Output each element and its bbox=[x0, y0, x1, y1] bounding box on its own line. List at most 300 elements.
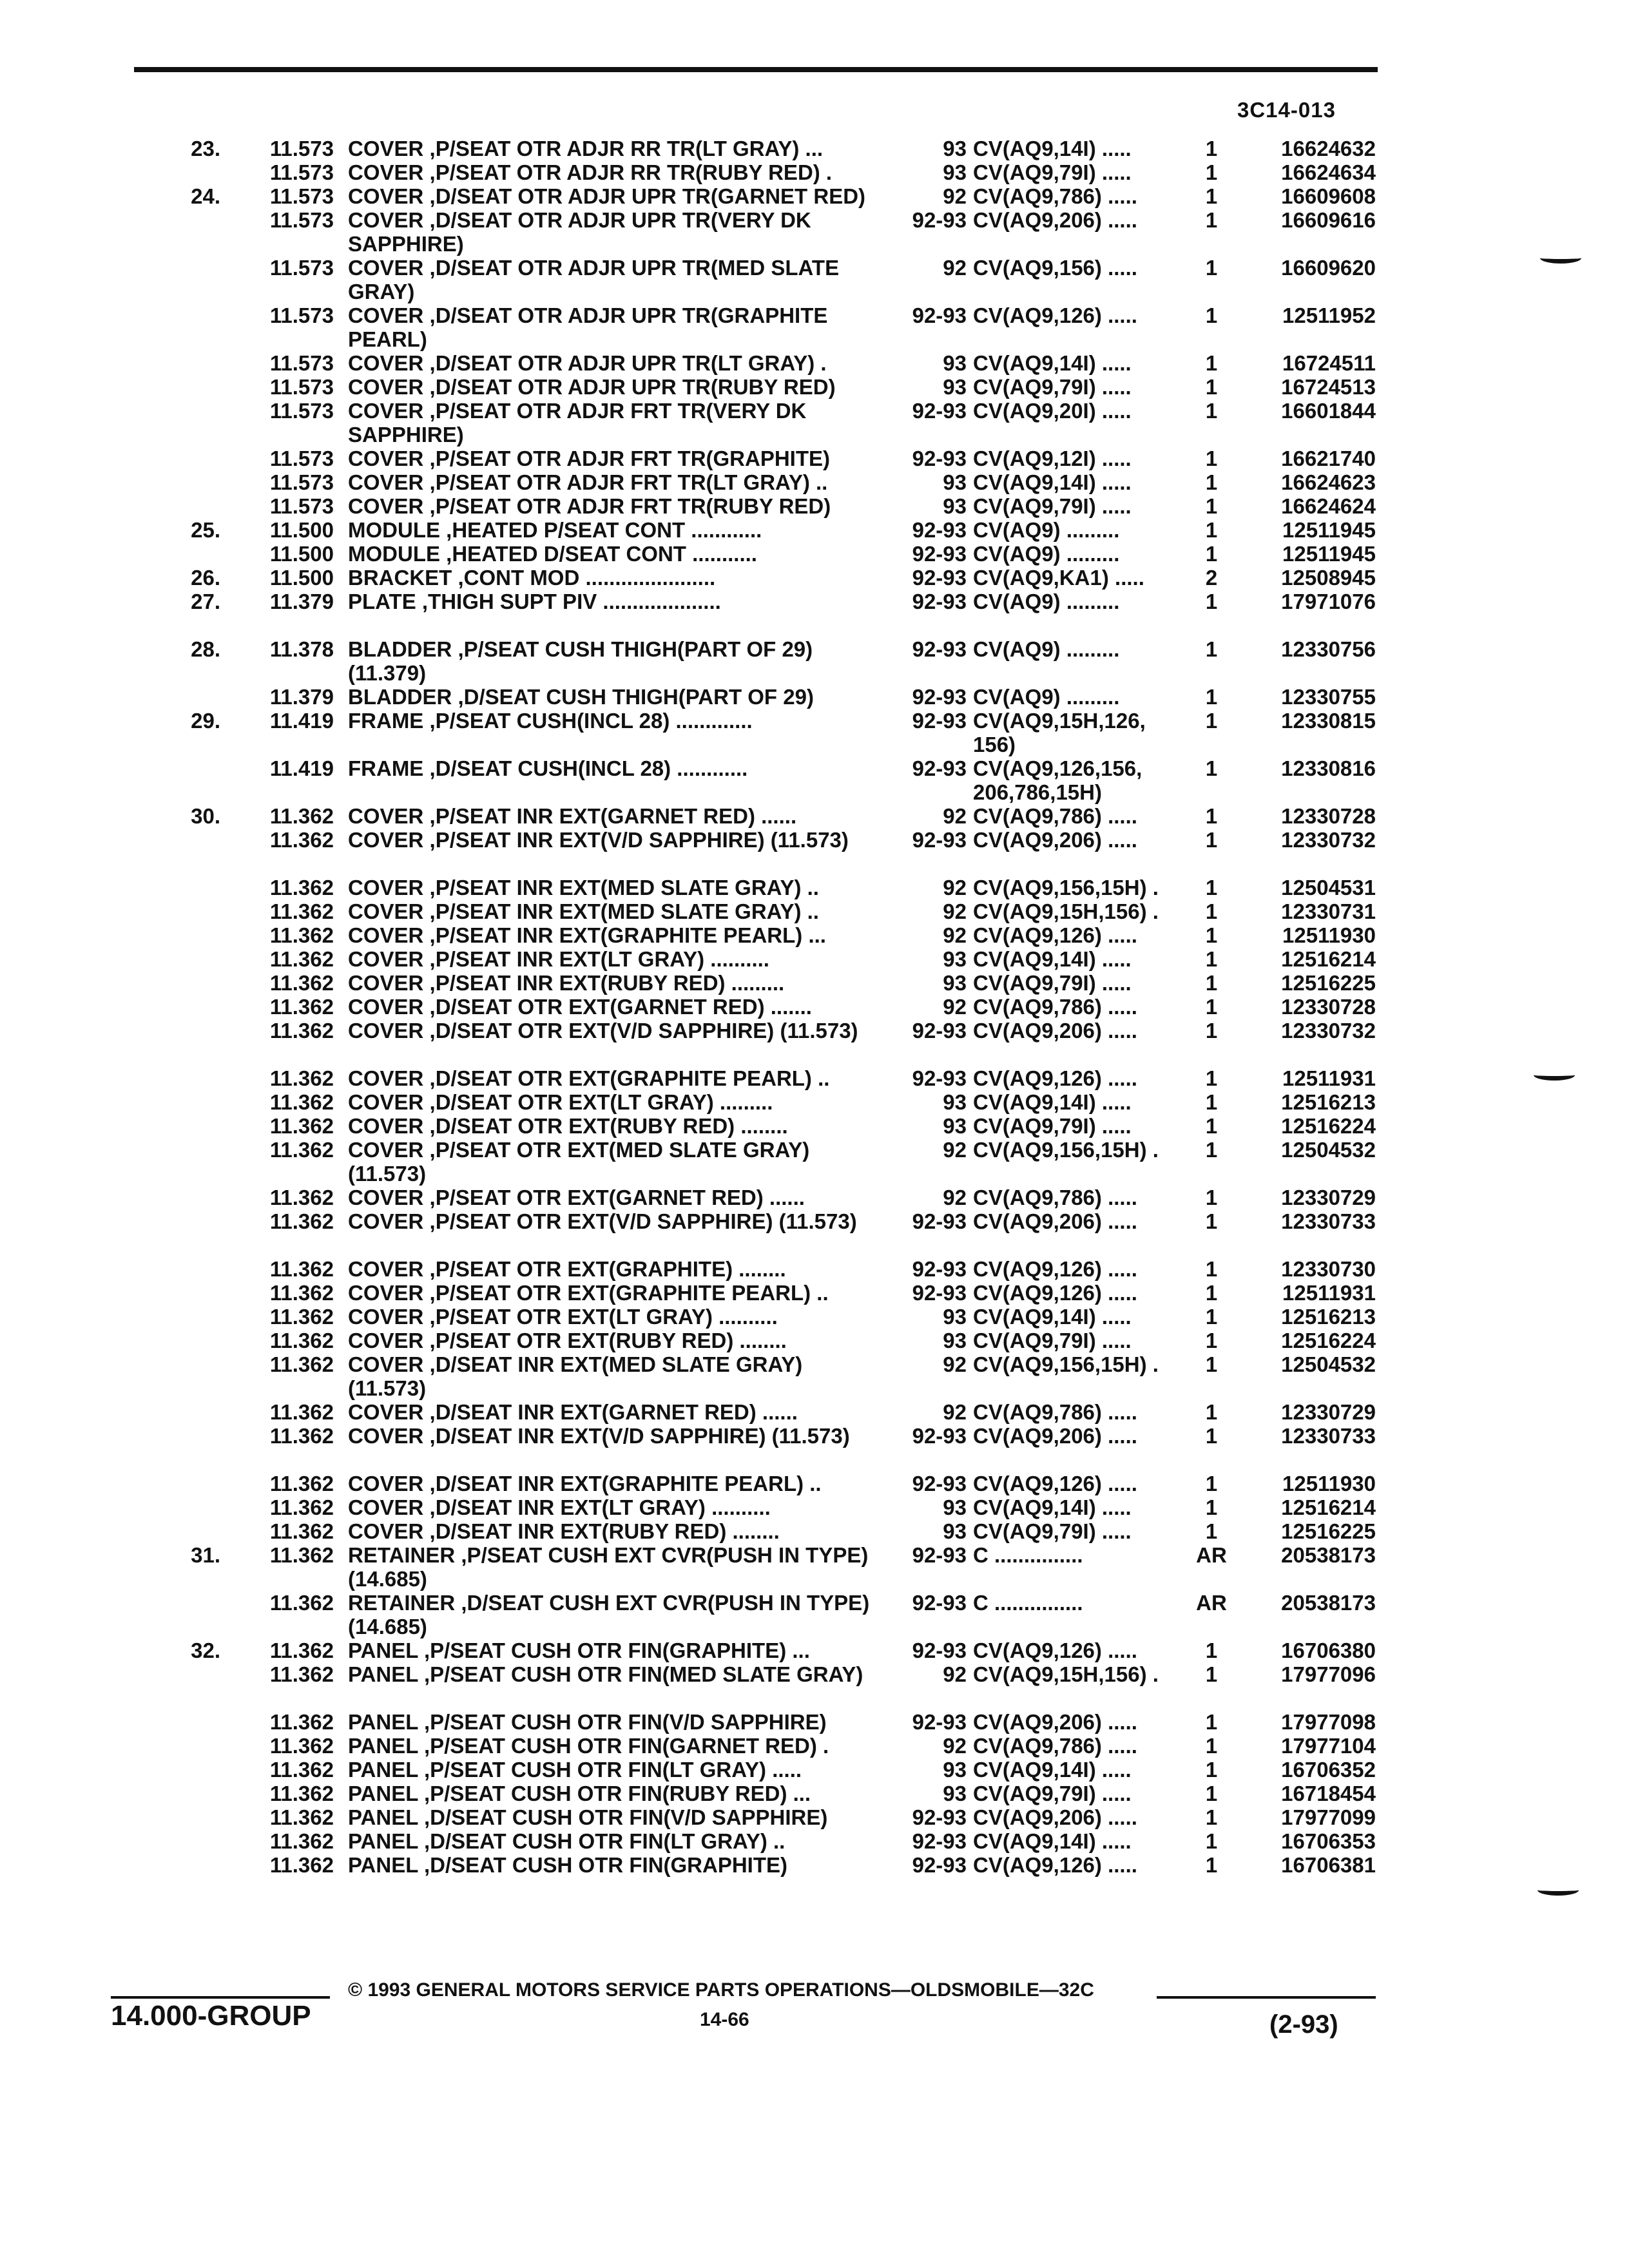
margin-mark bbox=[1537, 1885, 1579, 1896]
parts-list bbox=[0, 137, 1629, 1877]
group-number: 11.362 bbox=[269, 1257, 334, 1281]
table-row bbox=[0, 1424, 1629, 1472]
part-number: 12330815 bbox=[1281, 709, 1376, 733]
group-number: 11.362 bbox=[269, 1138, 334, 1162]
quantity: 1 bbox=[1205, 828, 1218, 852]
model-usage: CV(AQ9,206) ..... bbox=[973, 1805, 1137, 1829]
quantity: 1 bbox=[1205, 1424, 1218, 1448]
part-description: COVER ,P/SEAT INR EXT(GARNET RED) ...... bbox=[348, 804, 797, 828]
quantity: 1 bbox=[1205, 899, 1218, 923]
model-usage: CV(AQ9,156,15H) . bbox=[973, 1352, 1159, 1376]
quantity: 1 bbox=[1205, 375, 1218, 399]
model-year: 92-93 bbox=[912, 1829, 967, 1853]
quantity: 1 bbox=[1205, 542, 1218, 566]
table-row bbox=[0, 1257, 1629, 1281]
table-row bbox=[0, 1734, 1629, 1758]
part-number: 12508945 bbox=[1281, 566, 1376, 590]
table-row bbox=[0, 1329, 1629, 1352]
group-number: 11.362 bbox=[269, 1019, 334, 1043]
table-row bbox=[0, 375, 1629, 399]
model-usage: CV(AQ9,126) ..... bbox=[973, 1639, 1137, 1662]
part-description: BRACKET ,CONT MOD ...................... bbox=[348, 566, 716, 590]
quantity: 1 bbox=[1205, 208, 1218, 232]
part-number: 12511952 bbox=[1282, 303, 1376, 327]
quantity: 1 bbox=[1205, 1805, 1218, 1829]
table-row bbox=[0, 351, 1629, 375]
model-usage: CV(AQ9,206) ..... bbox=[973, 1710, 1137, 1734]
quantity: 1 bbox=[1205, 1114, 1218, 1138]
group-number: 11.362 bbox=[269, 876, 334, 899]
model-year: 92-93 bbox=[912, 709, 967, 733]
part-number: 12504531 bbox=[1281, 876, 1376, 899]
part-number: 20538173 bbox=[1281, 1543, 1376, 1567]
model-usage: CV(AQ9,126,156, 206,786,15H) bbox=[973, 756, 1142, 804]
group-number: 11.362 bbox=[269, 1734, 334, 1758]
group-number: 11.362 bbox=[269, 1829, 334, 1853]
model-usage: CV(AQ9,126) ..... bbox=[973, 1066, 1137, 1090]
quantity: 1 bbox=[1205, 1305, 1218, 1329]
model-year: 92 bbox=[943, 876, 967, 899]
quantity: 1 bbox=[1205, 447, 1218, 470]
model-year: 93 bbox=[943, 1114, 967, 1138]
model-usage: CV(AQ9,126) ..... bbox=[973, 1472, 1137, 1495]
model-usage: CV(AQ9,126) ..... bbox=[973, 1257, 1137, 1281]
model-year: 92-93 bbox=[912, 685, 967, 709]
quantity: 1 bbox=[1205, 971, 1218, 995]
group-number: 11.362 bbox=[269, 1472, 334, 1495]
part-number: 16706353 bbox=[1281, 1829, 1376, 1853]
model-year: 92 bbox=[943, 1138, 967, 1162]
part-number: 16724511 bbox=[1282, 351, 1376, 375]
quantity: 1 bbox=[1205, 1400, 1218, 1424]
part-description: PANEL ,P/SEAT CUSH OTR FIN(GARNET RED) . bbox=[348, 1734, 829, 1758]
quantity: 1 bbox=[1205, 685, 1218, 709]
model-usage: CV(AQ9,786) ..... bbox=[973, 1400, 1137, 1424]
model-usage: CV(AQ9,206) ..... bbox=[973, 1019, 1137, 1043]
table-row bbox=[0, 1472, 1629, 1495]
group-number: 11.573 bbox=[269, 256, 334, 280]
part-description: COVER ,D/SEAT INR EXT(GRAPHITE PEARL) .. bbox=[348, 1472, 822, 1495]
group-number: 11.419 bbox=[269, 756, 334, 780]
group-number: 11.573 bbox=[269, 494, 334, 518]
group-number: 11.379 bbox=[269, 685, 334, 709]
part-description: COVER ,P/SEAT OTR EXT(LT GRAY) .......... bbox=[348, 1305, 778, 1329]
model-usage: CV(AQ9,79I) ..... bbox=[973, 375, 1132, 399]
model-year: 92-93 bbox=[912, 1281, 967, 1305]
part-description: COVER ,P/SEAT OTR ADJR FRT TR(LT GRAY) .. bbox=[348, 470, 828, 494]
table-row bbox=[0, 184, 1629, 208]
quantity: 1 bbox=[1205, 709, 1218, 733]
part-number: 12330732 bbox=[1281, 1019, 1376, 1043]
quantity: 1 bbox=[1205, 1472, 1218, 1495]
quantity: 1 bbox=[1205, 1662, 1218, 1686]
part-description: COVER ,D/SEAT OTR EXT(GRAPHITE PEARL) .. bbox=[348, 1066, 830, 1090]
model-year: 93 bbox=[943, 137, 967, 160]
part-description: COVER ,P/SEAT OTR EXT(GRAPHITE PEARL) .. bbox=[348, 1281, 829, 1305]
part-number: 12504532 bbox=[1281, 1138, 1376, 1162]
part-description: COVER ,P/SEAT INR EXT(RUBY RED) ......... bbox=[348, 971, 785, 995]
part-description: RETAINER ,P/SEAT CUSH EXT CVR(PUSH IN TYPE)(14.685) bbox=[348, 1543, 869, 1591]
group-number: 11.573 bbox=[269, 375, 334, 399]
part-number: 17977099 bbox=[1281, 1805, 1376, 1829]
model-year: 93 bbox=[943, 1305, 967, 1329]
table-row bbox=[0, 137, 1629, 160]
part-description: MODULE ,HEATED D/SEAT CONT ........... bbox=[348, 542, 757, 566]
quantity: 1 bbox=[1205, 756, 1218, 780]
part-number: 16706380 bbox=[1281, 1639, 1376, 1662]
model-year: 93 bbox=[943, 971, 967, 995]
quantity: AR bbox=[1196, 1543, 1227, 1567]
model-usage: CV(AQ9,15H,156) . bbox=[973, 1662, 1159, 1686]
table-row bbox=[0, 470, 1629, 494]
model-usage: CV(AQ9,126) ..... bbox=[973, 1853, 1137, 1877]
model-usage: CV(AQ9,79I) ..... bbox=[973, 1519, 1132, 1543]
quantity: 1 bbox=[1205, 1066, 1218, 1090]
model-year: 92-93 bbox=[912, 1543, 967, 1567]
part-description: COVER ,P/SEAT OTR EXT(GRAPHITE) ........ bbox=[348, 1257, 786, 1281]
part-number: 12516213 bbox=[1281, 1090, 1376, 1114]
model-usage: CV(AQ9,156) ..... bbox=[973, 256, 1137, 280]
table-row bbox=[0, 1758, 1629, 1782]
quantity: AR bbox=[1196, 1591, 1227, 1615]
group-number: 11.573 bbox=[269, 137, 334, 160]
table-row bbox=[0, 1114, 1629, 1138]
part-description: COVER ,P/SEAT OTR ADJR FRT TR(VERY DK SAPPHIRE) bbox=[348, 399, 807, 447]
group-number: 11.362 bbox=[269, 828, 334, 852]
table-row bbox=[0, 1019, 1629, 1066]
quantity: 1 bbox=[1205, 1019, 1218, 1043]
model-year: 93 bbox=[943, 1329, 967, 1352]
part-number: 12330729 bbox=[1281, 1186, 1376, 1209]
model-usage: CV(AQ9,14I) ..... bbox=[973, 1090, 1132, 1114]
model-usage: CV(AQ9,206) ..... bbox=[973, 1424, 1137, 1448]
group-number: 11.362 bbox=[269, 1186, 334, 1209]
quantity: 1 bbox=[1205, 1352, 1218, 1376]
group-number: 11.362 bbox=[269, 1400, 334, 1424]
model-usage: CV(AQ9) ......... bbox=[973, 685, 1120, 709]
ref-number: 29. bbox=[191, 709, 220, 733]
quantity: 1 bbox=[1205, 351, 1218, 375]
quantity: 1 bbox=[1205, 1329, 1218, 1352]
part-number: 12511945 bbox=[1282, 518, 1376, 542]
model-usage: CV(AQ9,786) ..... bbox=[973, 1186, 1137, 1209]
model-usage: CV(AQ9,14I) ..... bbox=[973, 470, 1132, 494]
model-year: 93 bbox=[943, 1495, 967, 1519]
quantity: 1 bbox=[1205, 1734, 1218, 1758]
table-row bbox=[0, 756, 1629, 804]
part-number: 16601844 bbox=[1281, 399, 1376, 423]
model-usage: CV(AQ9,79I) ..... bbox=[973, 160, 1132, 184]
part-number: 12330755 bbox=[1281, 685, 1376, 709]
group-number: 11.362 bbox=[269, 1758, 334, 1782]
model-year: 92-93 bbox=[912, 637, 967, 661]
footer-rule-left bbox=[111, 1996, 330, 1999]
model-year: 92-93 bbox=[912, 1710, 967, 1734]
part-description: COVER ,D/SEAT OTR ADJR UPR TR(VERY DK SAPPHIRE) bbox=[348, 208, 811, 256]
model-usage: CV(AQ9,786) ..... bbox=[973, 995, 1137, 1019]
model-usage: CV(AQ9,786) ..... bbox=[973, 184, 1137, 208]
footer-date: (2-93) bbox=[1269, 2010, 1338, 2039]
quantity: 1 bbox=[1205, 256, 1218, 280]
model-year: 92 bbox=[943, 804, 967, 828]
part-description: COVER ,P/SEAT INR EXT(LT GRAY) .......... bbox=[348, 947, 769, 971]
part-description: COVER ,P/SEAT INR EXT(MED SLATE GRAY) .. bbox=[348, 899, 819, 923]
group-number: 11.500 bbox=[269, 518, 334, 542]
part-description: COVER ,D/SEAT OTR EXT(GARNET RED) ....... bbox=[348, 995, 812, 1019]
group-number: 11.362 bbox=[269, 1591, 334, 1615]
quantity: 1 bbox=[1205, 470, 1218, 494]
part-description: PANEL ,D/SEAT CUSH OTR FIN(LT GRAY) .. bbox=[348, 1829, 786, 1853]
page-code: 3C14-013 bbox=[1237, 98, 1336, 122]
ref-number: 26. bbox=[191, 566, 220, 590]
model-year: 92-93 bbox=[912, 1853, 967, 1877]
table-row bbox=[0, 518, 1629, 542]
model-year: 92-93 bbox=[912, 447, 967, 470]
model-usage: CV(AQ9,156,15H) . bbox=[973, 1138, 1159, 1162]
part-number: 16706381 bbox=[1281, 1853, 1376, 1877]
part-number: 12330731 bbox=[1281, 899, 1376, 923]
group-number: 11.362 bbox=[269, 947, 334, 971]
part-description: COVER ,D/SEAT INR EXT(LT GRAY) .......... bbox=[348, 1495, 771, 1519]
quantity: 1 bbox=[1205, 184, 1218, 208]
model-usage: CV(AQ9,79I) ..... bbox=[973, 1114, 1132, 1138]
model-year: 93 bbox=[943, 494, 967, 518]
part-number: 12330728 bbox=[1281, 995, 1376, 1019]
model-year: 92 bbox=[943, 923, 967, 947]
model-year: 92 bbox=[943, 1186, 967, 1209]
part-number: 12511945 bbox=[1282, 542, 1376, 566]
table-row bbox=[0, 1782, 1629, 1805]
quantity: 1 bbox=[1205, 494, 1218, 518]
group-number: 11.362 bbox=[269, 1281, 334, 1305]
part-number: 17971076 bbox=[1281, 590, 1376, 613]
part-description: COVER ,P/SEAT OTR EXT(MED SLATE GRAY) (11.573) bbox=[348, 1138, 810, 1186]
group-number: 11.362 bbox=[269, 923, 334, 947]
model-year: 92 bbox=[943, 1352, 967, 1376]
table-row bbox=[0, 995, 1629, 1019]
part-number: 12330729 bbox=[1281, 1400, 1376, 1424]
model-usage: CV(AQ9,79I) ..... bbox=[973, 1782, 1132, 1805]
part-description: BLADDER ,P/SEAT CUSH THIGH(PART OF 29) (11.379) bbox=[348, 637, 813, 685]
margin-mark bbox=[1540, 253, 1581, 264]
table-row bbox=[0, 399, 1629, 447]
table-row bbox=[0, 256, 1629, 303]
model-usage: CV(AQ9,786) ..... bbox=[973, 1734, 1137, 1758]
group-number: 11.378 bbox=[269, 637, 334, 661]
group-number: 11.362 bbox=[269, 971, 334, 995]
model-usage: CV(AQ9,14I) ..... bbox=[973, 351, 1132, 375]
table-row bbox=[0, 947, 1629, 971]
part-number: 12516214 bbox=[1281, 947, 1376, 971]
part-number: 12511930 bbox=[1282, 1472, 1376, 1495]
part-description: FRAME ,P/SEAT CUSH(INCL 28) ............. bbox=[348, 709, 753, 733]
group-number: 11.362 bbox=[269, 1662, 334, 1686]
part-description: COVER ,P/SEAT OTR ADJR FRT TR(GRAPHITE) bbox=[348, 447, 831, 470]
part-description: COVER ,P/SEAT INR EXT(V/D SAPPHIRE) (11.573) bbox=[348, 828, 849, 852]
part-description: PANEL ,D/SEAT CUSH OTR FIN(GRAPHITE) bbox=[348, 1853, 788, 1877]
part-number: 12516225 bbox=[1281, 971, 1376, 995]
part-description: COVER ,D/SEAT INR EXT(GARNET RED) ...... bbox=[348, 1400, 798, 1424]
group-number: 11.362 bbox=[269, 1639, 334, 1662]
table-row bbox=[0, 1495, 1629, 1519]
top-rule bbox=[134, 67, 1378, 72]
part-description: COVER ,D/SEAT INR EXT(V/D SAPPHIRE) (11.573) bbox=[348, 1424, 850, 1448]
model-year: 92-93 bbox=[912, 1066, 967, 1090]
quantity: 1 bbox=[1205, 876, 1218, 899]
group-number: 11.419 bbox=[269, 709, 334, 733]
group-number: 11.362 bbox=[269, 1352, 334, 1376]
group-number: 11.362 bbox=[269, 995, 334, 1019]
group-number: 11.362 bbox=[269, 1090, 334, 1114]
table-row bbox=[0, 1543, 1629, 1591]
table-row bbox=[0, 542, 1629, 566]
part-number: 12330733 bbox=[1281, 1424, 1376, 1448]
model-usage: CV(AQ9,126) ..... bbox=[973, 303, 1137, 327]
ref-number: 30. bbox=[191, 804, 220, 828]
quantity: 1 bbox=[1205, 1138, 1218, 1162]
table-row bbox=[0, 828, 1629, 876]
group-number: 11.362 bbox=[269, 1424, 334, 1448]
model-usage: CV(AQ9,15H,156) . bbox=[973, 899, 1159, 923]
model-year: 92-93 bbox=[912, 1472, 967, 1495]
model-year: 93 bbox=[943, 1090, 967, 1114]
part-number: 12330728 bbox=[1281, 804, 1376, 828]
table-row bbox=[0, 447, 1629, 470]
part-number: 16718454 bbox=[1281, 1782, 1376, 1805]
quantity: 1 bbox=[1205, 1495, 1218, 1519]
ref-number: 23. bbox=[191, 137, 220, 160]
quantity: 1 bbox=[1205, 1758, 1218, 1782]
part-description: COVER ,D/SEAT INR EXT(MED SLATE GRAY) (11.573) bbox=[348, 1352, 803, 1400]
part-description: COVER ,D/SEAT OTR ADJR UPR TR(GRAPHITE PEARL) bbox=[348, 303, 828, 351]
model-usage: CV(AQ9,79I) ..... bbox=[973, 1329, 1132, 1352]
part-number: 12330816 bbox=[1281, 756, 1376, 780]
model-usage: CV(AQ9,14I) ..... bbox=[973, 1829, 1132, 1853]
model-year: 92 bbox=[943, 1662, 967, 1686]
part-description: PANEL ,P/SEAT CUSH OTR FIN(V/D SAPPHIRE) bbox=[348, 1710, 827, 1734]
quantity: 1 bbox=[1205, 637, 1218, 661]
part-description: COVER ,P/SEAT OTR ADJR RR TR(RUBY RED) . bbox=[348, 160, 833, 184]
part-number: 12516224 bbox=[1281, 1114, 1376, 1138]
part-description: COVER ,D/SEAT OTR ADJR UPR TR(GARNET RED) bbox=[348, 184, 866, 208]
part-description: COVER ,D/SEAT OTR ADJR UPR TR(MED SLATE GRAY) bbox=[348, 256, 840, 303]
model-year: 92-93 bbox=[912, 518, 967, 542]
part-number: 12504532 bbox=[1281, 1352, 1376, 1376]
group-number: 11.573 bbox=[269, 447, 334, 470]
model-year: 92 bbox=[943, 256, 967, 280]
quantity: 1 bbox=[1205, 1281, 1218, 1305]
model-usage: CV(AQ9,14I) ..... bbox=[973, 137, 1132, 160]
group-number: 11.573 bbox=[269, 160, 334, 184]
model-usage: CV(AQ9,206) ..... bbox=[973, 828, 1137, 852]
ref-number: 31. bbox=[191, 1543, 220, 1567]
model-year: 92-93 bbox=[912, 1019, 967, 1043]
table-row bbox=[0, 685, 1629, 709]
model-usage: CV(AQ9) ......... bbox=[973, 637, 1120, 661]
model-usage: CV(AQ9,20I) ..... bbox=[973, 399, 1132, 423]
model-year: 92 bbox=[943, 995, 967, 1019]
quantity: 1 bbox=[1205, 399, 1218, 423]
part-description: PANEL ,P/SEAT CUSH OTR FIN(MED SLATE GRAY) bbox=[348, 1662, 863, 1686]
model-usage: CV(AQ9,206) ..... bbox=[973, 1209, 1137, 1233]
table-row bbox=[0, 1209, 1629, 1257]
quantity: 1 bbox=[1205, 518, 1218, 542]
margin-mark bbox=[1534, 1070, 1575, 1081]
model-usage: CV(AQ9,126) ..... bbox=[973, 923, 1137, 947]
quantity: 1 bbox=[1205, 1519, 1218, 1543]
group-number: 11.362 bbox=[269, 1853, 334, 1877]
quantity: 1 bbox=[1205, 995, 1218, 1019]
part-description: COVER ,P/SEAT INR EXT(MED SLATE GRAY) .. bbox=[348, 876, 819, 899]
footer-group: 14.000-GROUP bbox=[111, 2000, 311, 2032]
model-usage: CV(AQ9,15H,126, 156) bbox=[973, 709, 1146, 756]
quantity: 1 bbox=[1205, 1829, 1218, 1853]
group-number: 11.500 bbox=[269, 566, 334, 590]
table-row bbox=[0, 208, 1629, 256]
quantity: 1 bbox=[1205, 1186, 1218, 1209]
footer-page-number: 14-66 bbox=[700, 2009, 749, 2030]
part-description: MODULE ,HEATED P/SEAT CONT ............ bbox=[348, 518, 762, 542]
table-row bbox=[0, 637, 1629, 685]
part-number: 12516214 bbox=[1281, 1495, 1376, 1519]
group-number: 11.362 bbox=[269, 1114, 334, 1138]
part-number: 12516224 bbox=[1281, 1329, 1376, 1352]
part-description: COVER ,P/SEAT INR EXT(GRAPHITE PEARL) ... bbox=[348, 923, 826, 947]
part-number: 16624624 bbox=[1281, 494, 1376, 518]
group-number: 11.573 bbox=[269, 184, 334, 208]
model-usage: CV(AQ9) ......... bbox=[973, 590, 1120, 613]
quantity: 1 bbox=[1205, 1209, 1218, 1233]
footer-copyright: © 1993 GENERAL MOTORS SERVICE PARTS OPERATIONS—OLDSMOBILE—32C bbox=[348, 1979, 1094, 2001]
part-number: 17977096 bbox=[1281, 1662, 1376, 1686]
table-row bbox=[0, 1519, 1629, 1543]
model-usage: CV(AQ9,KA1) ..... bbox=[973, 566, 1144, 590]
part-number: 17977104 bbox=[1281, 1734, 1376, 1758]
model-year: 92-93 bbox=[912, 566, 967, 590]
part-description: COVER ,P/SEAT OTR EXT(V/D SAPPHIRE) (11.573) bbox=[348, 1209, 857, 1233]
table-row bbox=[0, 494, 1629, 518]
model-year: 93 bbox=[943, 947, 967, 971]
part-number: 12511931 bbox=[1282, 1066, 1376, 1090]
table-row bbox=[0, 1066, 1629, 1090]
group-number: 11.573 bbox=[269, 208, 334, 232]
model-usage: CV(AQ9,156,15H) . bbox=[973, 876, 1159, 899]
model-usage: CV(AQ9) ......... bbox=[973, 518, 1120, 542]
table-row bbox=[0, 1829, 1629, 1853]
part-description: COVER ,D/SEAT OTR ADJR UPR TR(LT GRAY) . bbox=[348, 351, 827, 375]
quantity: 1 bbox=[1205, 1710, 1218, 1734]
group-number: 11.500 bbox=[269, 542, 334, 566]
model-year: 92 bbox=[943, 1734, 967, 1758]
quantity: 1 bbox=[1205, 137, 1218, 160]
quantity: 1 bbox=[1205, 947, 1218, 971]
model-year: 93 bbox=[943, 351, 967, 375]
table-row bbox=[0, 1305, 1629, 1329]
model-usage: CV(AQ9,14I) ..... bbox=[973, 1758, 1132, 1782]
table-row bbox=[0, 1662, 1629, 1710]
group-number: 11.362 bbox=[269, 1305, 334, 1329]
quantity: 2 bbox=[1205, 566, 1218, 590]
table-row bbox=[0, 1805, 1629, 1829]
model-year: 92-93 bbox=[912, 590, 967, 613]
model-year: 92-93 bbox=[912, 1424, 967, 1448]
table-row bbox=[0, 971, 1629, 995]
model-year: 92-93 bbox=[912, 1805, 967, 1829]
quantity: 1 bbox=[1205, 923, 1218, 947]
model-year: 92-93 bbox=[912, 303, 967, 327]
quantity: 1 bbox=[1205, 590, 1218, 613]
part-description: PANEL ,D/SEAT CUSH OTR FIN(V/D SAPPHIRE) bbox=[348, 1805, 828, 1829]
